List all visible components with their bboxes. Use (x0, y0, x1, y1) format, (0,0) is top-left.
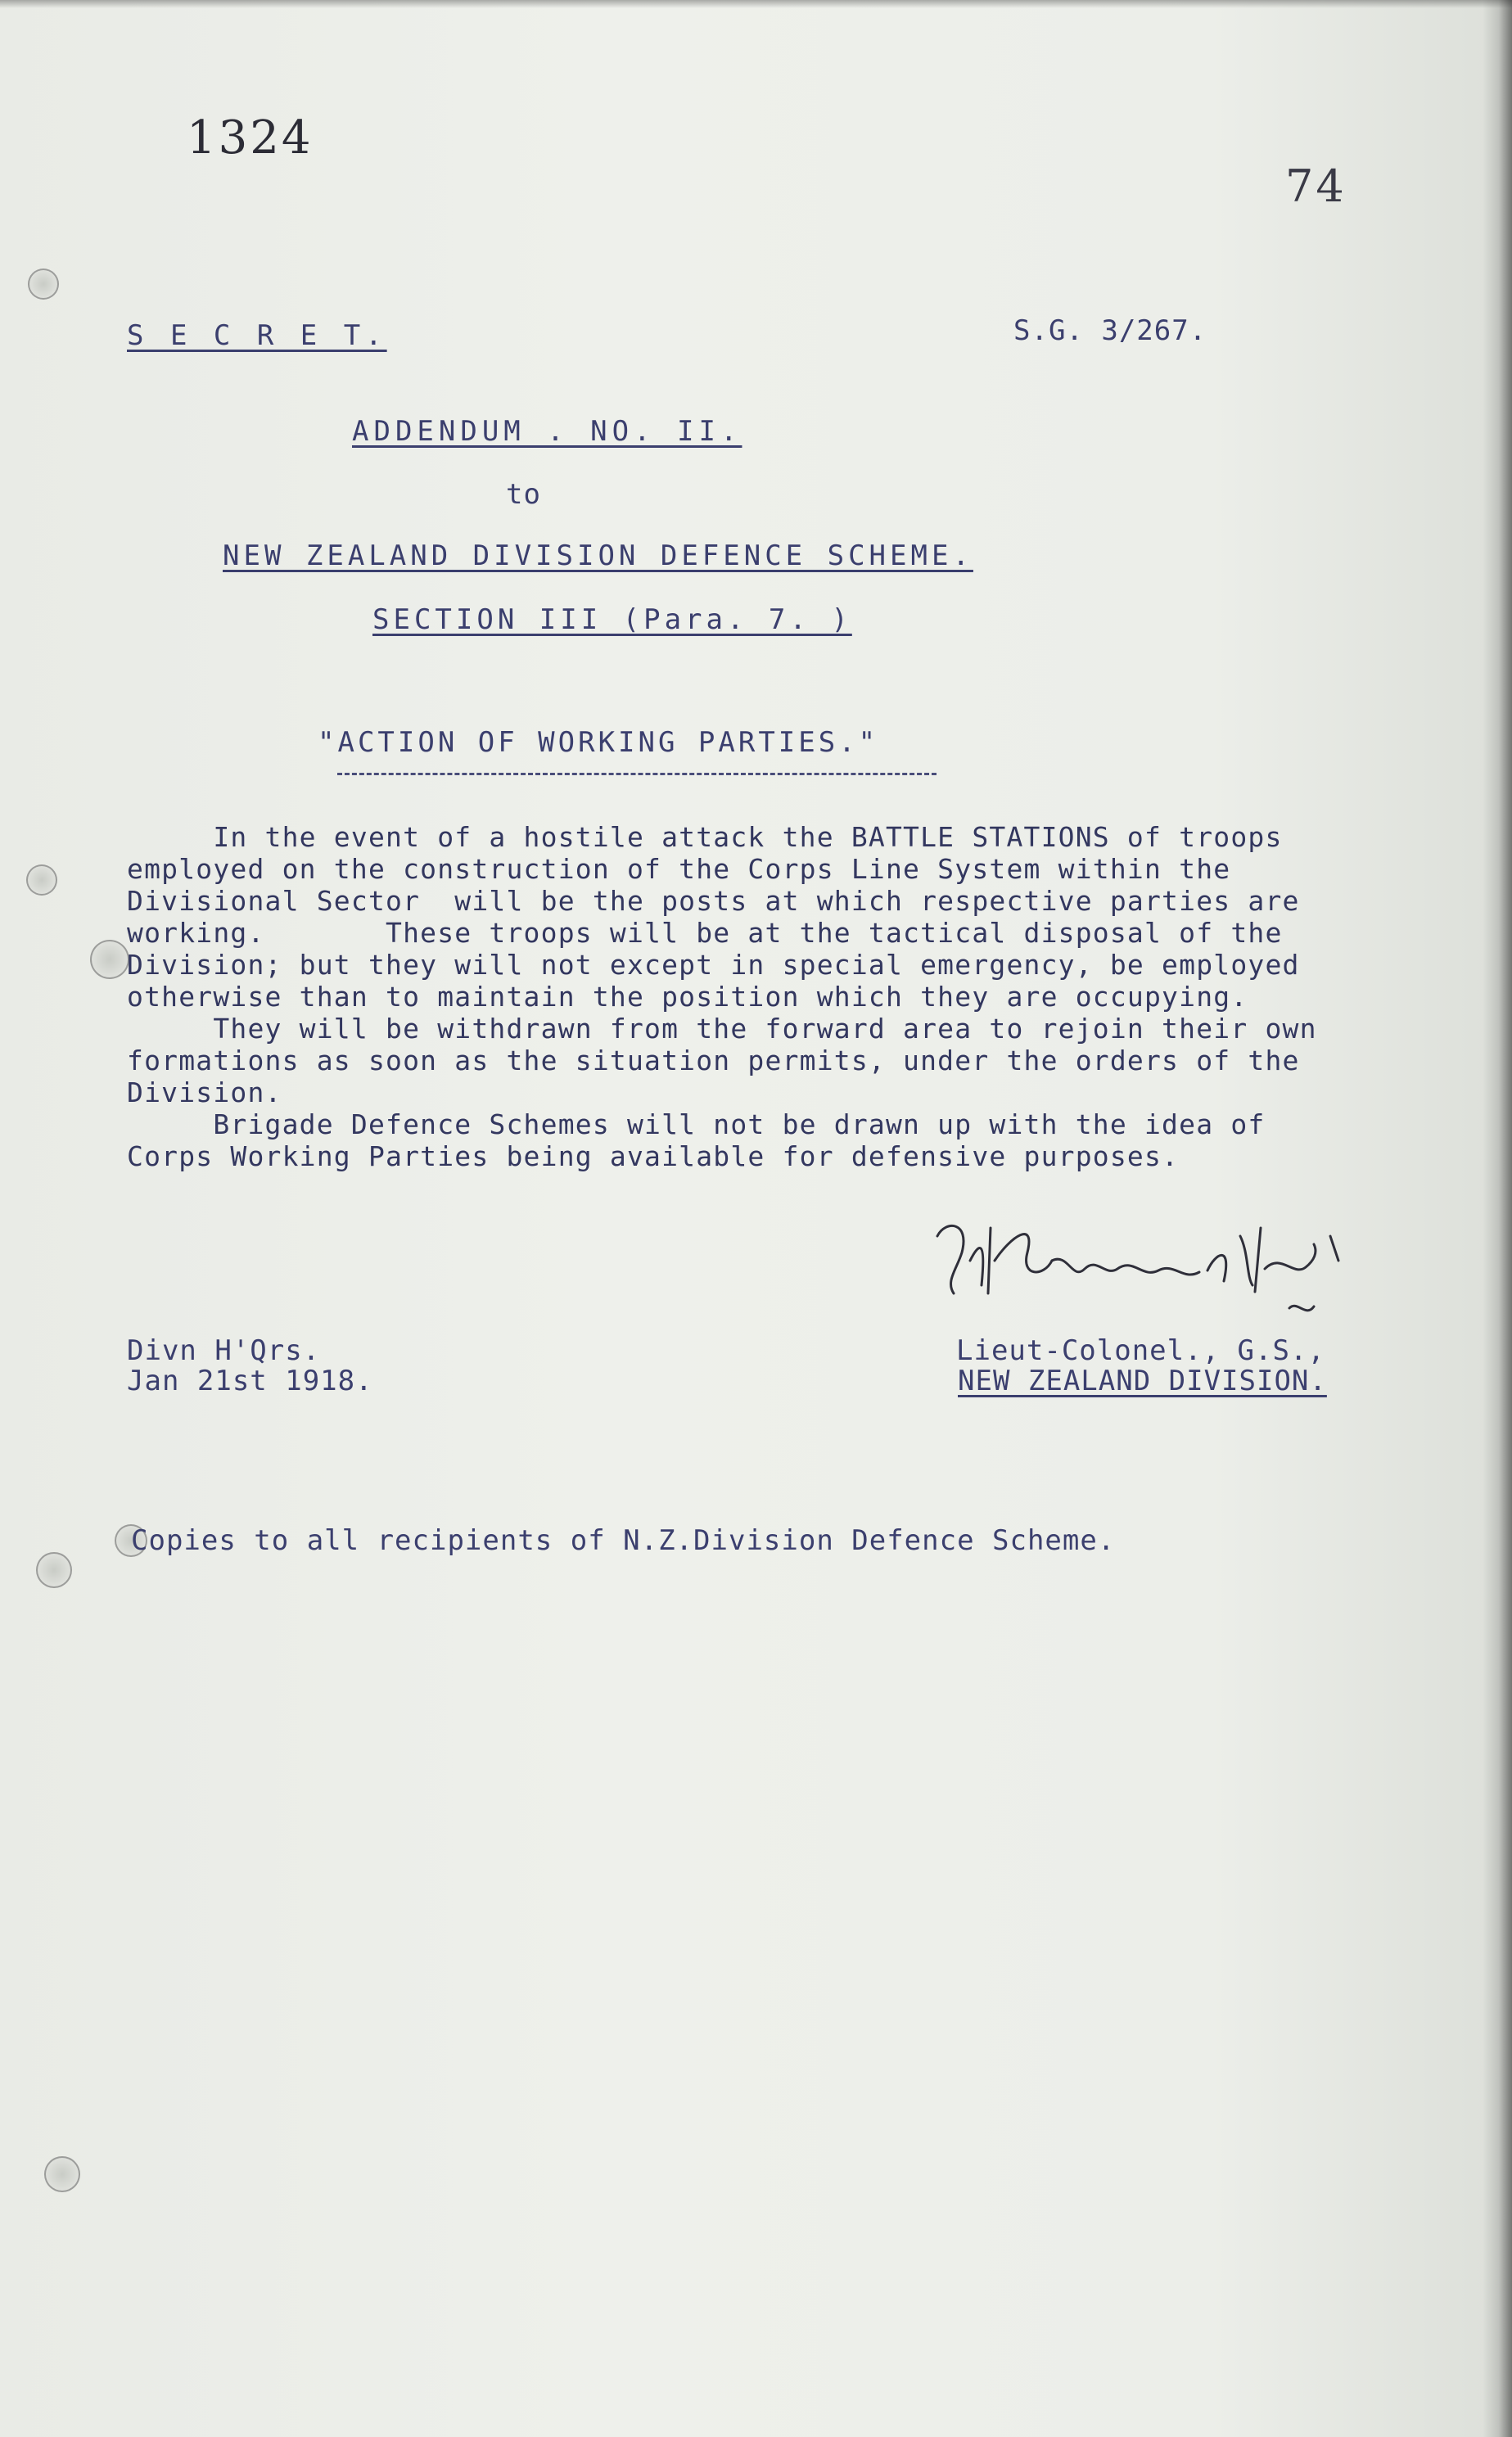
punch-hole (90, 940, 129, 979)
body-line: Brigade Defence Schemes will not be drawn up with the idea of (127, 1108, 1266, 1140)
signatory-unit: NEW ZEALAND DIVISION. (958, 1365, 1327, 1397)
punch-hole (36, 1552, 72, 1588)
addendum-title: ADDENDUM . NO. II. (352, 415, 742, 448)
body-line: formations as soon as the situation permits, under the orders of the (127, 1045, 1300, 1076)
archive-number-left: 1324 (187, 111, 314, 165)
scheme-title: NEW ZEALAND DIVISION DEFENCE SCHEME. (223, 539, 973, 572)
body-line: Corps Working Parties being available for defensive purposes. (127, 1140, 1180, 1172)
page-top-shadow (0, 0, 1512, 8)
handwritten-signature (929, 1203, 1388, 1343)
origin-line: Divn H'Qrs. (127, 1334, 321, 1367)
subject-underline (337, 773, 937, 775)
body-line: otherwise than to maintain the position which they are occupying. (127, 981, 1248, 1013)
section-title: SECTION III (Para. 7. ) (372, 603, 852, 636)
body-line: Division; but they will not except in special emergency, be employed (127, 949, 1300, 981)
body-line: employed on the construction of the Corps Line System within the (127, 853, 1231, 885)
signatory-rank: Lieut-Colonel., G.S., (956, 1334, 1325, 1367)
title-connector: to (506, 478, 541, 511)
archive-number-right: 74 (1285, 160, 1347, 212)
punch-hole (28, 269, 59, 300)
reference-number: S.G. 3/267. (1013, 314, 1207, 347)
distribution-note: Copies to all recipients of N.Z.Division Defence Scheme. (131, 1524, 1116, 1557)
body-line: Divisional Sector will be the posts at which respective parties are (127, 885, 1300, 917)
page-right-edge (1483, 0, 1512, 2437)
punch-hole (26, 864, 57, 896)
body-line: Division. (127, 1076, 282, 1108)
punch-hole (44, 2156, 80, 2192)
date-line: Jan 21st 1918. (127, 1365, 373, 1397)
subject-heading: "ACTION OF WORKING PARTIES." (318, 726, 879, 759)
classification-label: S E C R E T. (127, 319, 387, 352)
body-line: working. These troops will be at the tactical disposal of the (127, 917, 1283, 949)
body-line: In the event of a hostile attack the BATTLE STATIONS of troops (127, 821, 1283, 853)
body-line: They will be withdrawn from the forward area to rejoin their own (127, 1013, 1317, 1045)
